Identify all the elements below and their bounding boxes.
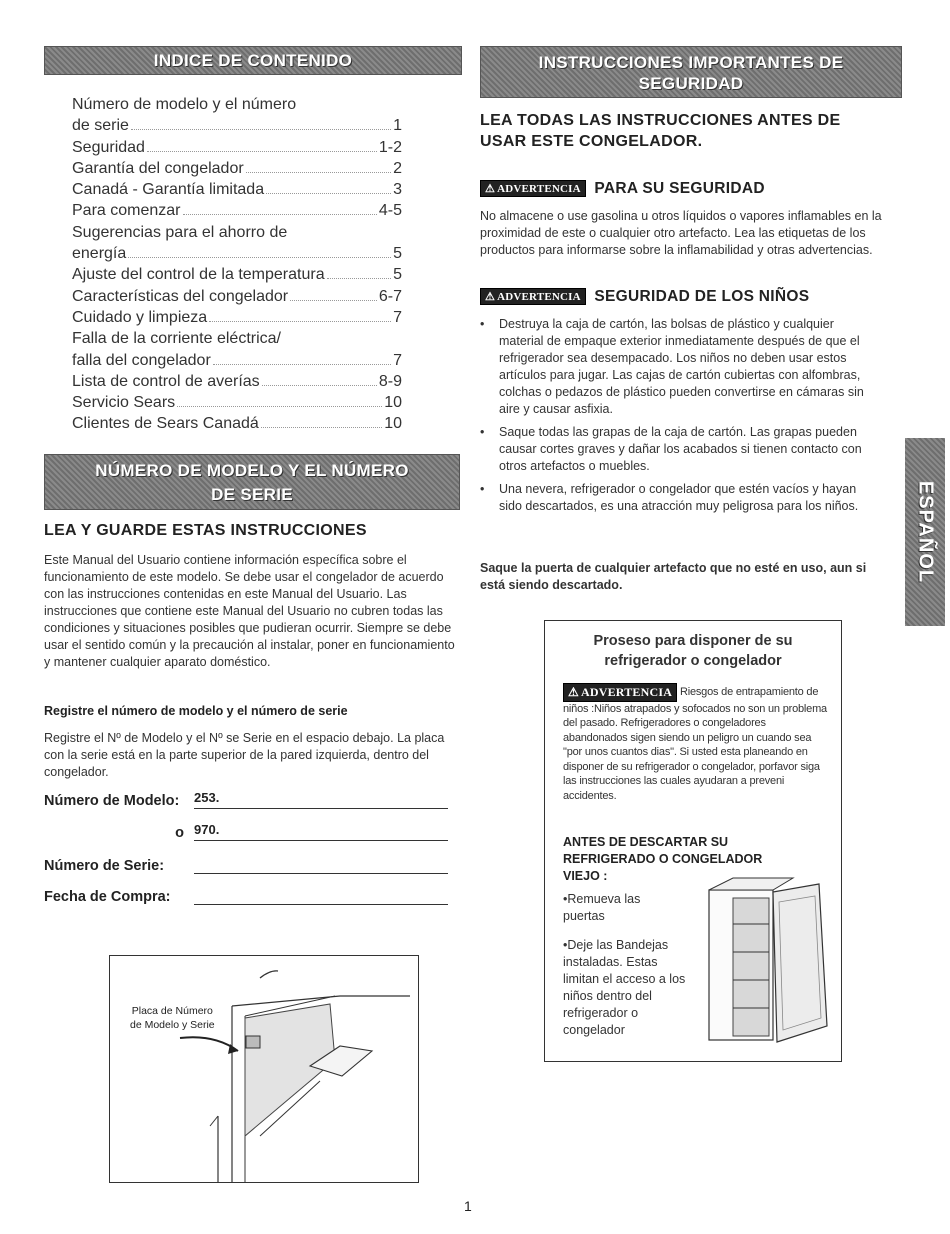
step-remove-doors: •Remueva las puertas xyxy=(563,892,641,923)
model-number-row xyxy=(44,790,448,809)
toc-leader-dots xyxy=(246,172,391,173)
disposal-warning xyxy=(563,683,833,803)
toc-entry xyxy=(72,94,402,115)
toc-leader-dots xyxy=(266,193,391,194)
toc-entry xyxy=(72,200,402,221)
toc-entry-page: 7 xyxy=(393,308,402,326)
toc-leader-dots xyxy=(209,321,391,322)
register-heading: Registre el número de modelo y el número de serie xyxy=(44,704,348,718)
toc-entry-label: Garantía del congelador xyxy=(72,159,244,177)
toc-entry-page: 3 xyxy=(393,181,402,199)
toc-entry xyxy=(72,158,402,179)
table-of-contents xyxy=(72,94,402,435)
disposal-warning-text: Riesgos de entrapamiento de niños :Niños atrapados y sofocados no son un problema del pasado. Refrigeradores o congeladores abandonados sigen siendo un peligro un cuando sea "por unos cuantos dias". Si usted esta planeando en disponer de su refrigerador o congelador, porfavor siga las instrucciones las cuales ayudaran a preveni accidentes. xyxy=(563,686,827,802)
safety-banner xyxy=(480,46,902,98)
toc-entry-label: Número de modelo y el número xyxy=(72,96,297,113)
register-text: Registre el Nº de Modelo y el Nº se Serie en el espacio debajo. La placa con la serie está en la parte superior de la pared izquierda, dentro del congelador. xyxy=(44,731,445,779)
toc-entry-page: 1 xyxy=(393,117,402,135)
toc-leader-dots xyxy=(262,385,377,386)
figure-caption-line2: de Modelo y Serie xyxy=(130,1019,215,1031)
list-item: • Destruya la caja de cartón, las bolsas de plástico y cualquier material de empaque exterior inmediatamente después de que el refrigerador sea desempacado. Los niños no deben usar estos artículos para jugar. Las cajas de cartón cubiertas con alfombras, colchas o pedazos de plástico pueden convertirse en cámaras sin aire y causar asfixia. xyxy=(480,316,875,418)
toc-entry-label: de serie xyxy=(72,117,129,135)
toc-entry-page: 2 xyxy=(393,159,402,177)
toc-entry xyxy=(72,286,402,307)
before-discard-line2: REFRIGERADO O CONGELADOR xyxy=(563,852,763,866)
toc-entry-page: 7 xyxy=(393,351,402,369)
disposal-box-title-line1: Proseso para disponer de su xyxy=(593,633,793,649)
toc-leader-dots xyxy=(147,151,377,152)
read-keep-text: Este Manual del Usuario contiene información específica sobre el funcionamiento de este modelo. Se debe usar el congelador de acuerdo con las instrucciones contenidas en este Manual del Usuario. Las instrucciones que contiene este Manual del Usuario no cubren todas las condiciones y situaciones posibles que pudieran ocurrir. Siempre se debe usar el sentido común y la precaución al instalar, poner en funcionamiento y mantener cualquier aparato doméstico. xyxy=(44,553,455,669)
purchase-date-field[interactable] xyxy=(194,886,448,905)
figure-caption-line1: Placa de Número xyxy=(131,1005,213,1017)
toc-entry xyxy=(72,179,402,200)
toc-entry-label: Lista de control de averías xyxy=(72,372,260,390)
language-tab xyxy=(905,438,945,626)
read-all-line2: USAR ESTE CONGELADOR. xyxy=(480,133,703,150)
toc-entry xyxy=(72,115,402,136)
toc-entry-label: Cuidado y limpieza xyxy=(72,308,208,326)
toc-entry-label: Características del congelador xyxy=(72,287,289,305)
toc-leader-dots xyxy=(290,300,377,301)
toc-entry-label: Sugerencias para el ahorro de xyxy=(72,223,288,241)
toc-entry-page: 6-7 xyxy=(378,287,402,305)
serial-plate-figure xyxy=(109,955,419,1183)
before-discard-line1: ANTES DE DESCARTAR SU xyxy=(563,835,729,849)
purchase-date-label: Fecha de Compra: xyxy=(44,889,171,905)
serial-number-row xyxy=(44,855,448,874)
toc-leader-dots xyxy=(213,364,391,365)
door-warning: Saque la puerta de cualquier artefacto que no esté en uso, aun si está siendo descartado. xyxy=(480,561,867,592)
toc-entry-label: Falla de la corriente eléctrica/ xyxy=(72,330,281,348)
page-number: 1 xyxy=(464,1198,472,1214)
model-number-alt-field[interactable]: 970. xyxy=(194,822,448,841)
your-safety-text: No almacene o use gasolina u otros líquidos o vapores inflamables en la proximidad de este o cualquier otro artefacto. Lea las etiquetas de los productos para informarse sobre la inflamabilidad y otras advertencias. xyxy=(480,209,882,257)
list-item: • Una nevera, refrigerador o congelador que estén vacíos y hayan sido descartados, es una atracción muy peligrosa para los niños. xyxy=(480,481,875,515)
toc-entry-label: Ajuste del control de la temperatura xyxy=(72,266,325,284)
toc-leader-dots xyxy=(327,278,392,279)
child-safety-heading-row xyxy=(480,288,809,306)
toc-entry-page: 5 xyxy=(393,245,402,263)
purchase-date-row xyxy=(44,886,448,905)
toc-entry-page: 10 xyxy=(384,394,402,412)
toc-entry xyxy=(72,222,402,243)
your-safety-heading: PARA SU SEGURIDAD xyxy=(594,180,765,197)
figure-caption xyxy=(130,1004,215,1032)
safety-banner-line1: INSTRUCCIONES IMPORTANTES DE xyxy=(538,53,844,72)
disposal-box xyxy=(544,620,842,1062)
toc-entry xyxy=(72,264,402,285)
toc-entry-page: 5 xyxy=(393,266,402,284)
toc-entry-label: Para comenzar xyxy=(72,202,181,220)
model-serial-banner-line1: NÚMERO DE MODELO Y EL NÚMERO xyxy=(95,461,409,480)
toc-entry xyxy=(72,371,402,392)
toc-banner xyxy=(44,46,462,75)
child-safety-list xyxy=(480,316,875,521)
model-number-or-label: o xyxy=(175,825,184,841)
toc-entry xyxy=(72,307,402,328)
your-safety-heading-row xyxy=(480,180,765,198)
read-keep-heading: LEA Y GUARDE ESTAS INSTRUCCIONES xyxy=(44,522,367,539)
model-serial-banner xyxy=(44,454,460,510)
toc-entry-label: energía xyxy=(72,245,127,263)
warning-triangle-icon: ⚠ xyxy=(485,183,496,196)
toc-entry xyxy=(72,413,402,434)
freezer-corner-illustration xyxy=(110,956,418,1182)
disposal-box-title-line2: refrigerador o congelador xyxy=(604,653,782,669)
freezer-illustration xyxy=(703,876,835,1046)
toc-leader-dots xyxy=(183,214,377,215)
model-number-field[interactable]: 253. xyxy=(194,790,448,809)
toc-entry-label: Servicio Sears xyxy=(72,394,176,412)
toc-leader-dots xyxy=(128,257,391,258)
toc-entry-label: Canadá - Garantía limitada xyxy=(72,181,265,199)
warning-badge: ⚠ ADVERTENCIA xyxy=(480,288,586,305)
toc-entry-label: Seguridad xyxy=(72,138,145,156)
before-discard-line3: VIEJO : xyxy=(563,869,608,883)
read-all-heading xyxy=(480,110,840,152)
warning-triangle-icon: ⚠ xyxy=(485,291,496,304)
model-serial-banner-line2: DE SERIE xyxy=(211,485,293,504)
serial-number-field[interactable] xyxy=(194,855,448,874)
child-safety-heading: SEGURIDAD DE LOS NIÑOS xyxy=(594,288,810,305)
toc-entry xyxy=(72,137,402,158)
model-number-label: Número de Modelo: xyxy=(44,793,180,809)
toc-entry-page: 8-9 xyxy=(378,372,402,390)
toc-entry xyxy=(72,243,402,264)
model-number-alt-row xyxy=(44,822,448,841)
safety-banner-line2: SEGURIDAD xyxy=(638,74,744,93)
step-leave-shelves: •Deje las Bandejas instaladas. Estas limitan el acceso a los niños dentro del refrigerador o congelador xyxy=(563,938,686,1037)
toc-leader-dots xyxy=(261,427,382,428)
toc-entry-page: 4-5 xyxy=(378,202,402,220)
toc-entry-label: falla del congelador xyxy=(72,351,211,369)
warning-triangle-icon: ⚠ xyxy=(568,685,579,699)
toc-leader-dots xyxy=(131,129,391,130)
serial-number-label: Número de Serie: xyxy=(44,858,165,874)
toc-entry-page: 10 xyxy=(384,415,402,433)
toc-entry xyxy=(72,350,402,371)
list-item: • Saque todas las grapas de la caja de cartón. Las grapas pueden causar cortes graves y dañar los acabados si tienen contacto con otros artefactos o muebles. xyxy=(480,424,875,475)
toc-banner-title: INDICE DE CONTENIDO xyxy=(153,51,353,70)
language-tab-label: ESPAÑOL xyxy=(914,480,937,584)
toc-entry xyxy=(72,392,402,413)
toc-entry-label: Clientes de Sears Canadá xyxy=(72,415,259,433)
warning-badge: ⚠ ADVERTENCIA xyxy=(480,180,586,197)
toc-entry-page: 1-2 xyxy=(378,138,402,156)
warning-badge: ⚠ ADVERTENCIA xyxy=(563,683,677,702)
read-all-line1: LEA TODAS LAS INSTRUCCIONES ANTES DE xyxy=(480,112,841,129)
toc-leader-dots xyxy=(177,406,382,407)
toc-entry xyxy=(72,328,402,349)
disposal-box-title xyxy=(545,631,841,671)
